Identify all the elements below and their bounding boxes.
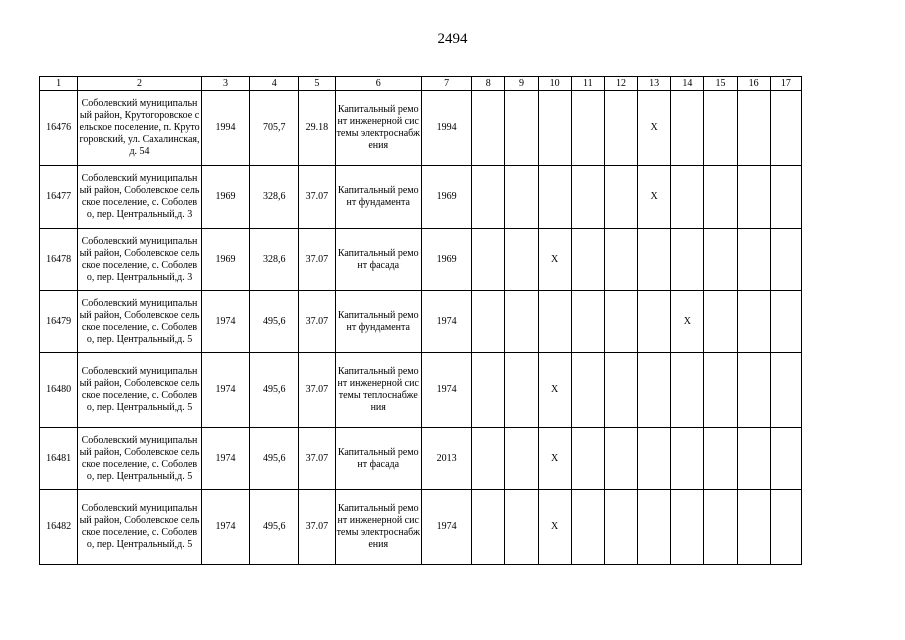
column-number: 6 bbox=[335, 77, 421, 91]
mark-cell bbox=[671, 166, 704, 229]
mark-cell bbox=[472, 490, 505, 565]
mark-cell bbox=[671, 229, 704, 291]
column-number: 12 bbox=[604, 77, 637, 91]
mark-cell bbox=[638, 229, 671, 291]
mark-cell bbox=[638, 291, 671, 353]
mark-cell bbox=[704, 353, 737, 428]
mark-cell bbox=[704, 490, 737, 565]
area-value: 495,6 bbox=[250, 490, 299, 565]
mark-cell bbox=[770, 353, 801, 428]
year-value: 1969 bbox=[421, 166, 471, 229]
table-row bbox=[40, 490, 802, 565]
wear-value: 29.18 bbox=[299, 91, 335, 166]
table-row bbox=[40, 91, 802, 166]
column-number: 1 bbox=[40, 77, 78, 91]
mark-cell bbox=[604, 166, 637, 229]
mark-cell bbox=[472, 91, 505, 166]
construction-year: 1974 bbox=[201, 428, 249, 490]
mark-cell bbox=[571, 291, 604, 353]
mark-cell bbox=[704, 229, 737, 291]
mark-cell bbox=[571, 490, 604, 565]
mark-cell bbox=[505, 353, 538, 428]
mark-cell bbox=[671, 490, 704, 565]
mark-cell bbox=[571, 166, 604, 229]
construction-year: 1969 bbox=[201, 166, 249, 229]
mark-cell bbox=[538, 166, 571, 229]
mark-cell: X bbox=[538, 229, 571, 291]
column-number: 14 bbox=[671, 77, 704, 91]
address-cell: Соболевский муниципальный район, Соболевское сельское поселение, с. Соболево, пер. Центральный,д. 5 bbox=[78, 428, 202, 490]
mark-cell bbox=[571, 229, 604, 291]
construction-year: 1974 bbox=[201, 490, 249, 565]
mark-cell bbox=[538, 91, 571, 166]
mark-cell bbox=[671, 91, 704, 166]
address-cell: Соболевский муниципальный район, Соболевское сельское поселение, с. Соболево, пер. Центральный,д. 5 bbox=[78, 353, 202, 428]
mark-cell bbox=[604, 353, 637, 428]
table-row bbox=[40, 428, 802, 490]
mark-cell bbox=[472, 291, 505, 353]
mark-cell bbox=[671, 353, 704, 428]
mark-cell bbox=[604, 428, 637, 490]
mark-cell bbox=[770, 166, 801, 229]
construction-year: 1974 bbox=[201, 291, 249, 353]
row-id: 16482 bbox=[40, 490, 78, 565]
construction-year: 1969 bbox=[201, 229, 249, 291]
work-type: Капитальный ремонт фасада bbox=[335, 428, 421, 490]
mark-cell bbox=[505, 229, 538, 291]
mark-cell: X bbox=[538, 353, 571, 428]
mark-cell bbox=[472, 353, 505, 428]
registry-table bbox=[39, 76, 802, 565]
column-number-row bbox=[40, 77, 802, 91]
column-number: 9 bbox=[505, 77, 538, 91]
column-number: 8 bbox=[472, 77, 505, 91]
mark-cell: X bbox=[538, 490, 571, 565]
wear-value: 37.07 bbox=[299, 353, 335, 428]
column-number: 15 bbox=[704, 77, 737, 91]
column-number: 3 bbox=[201, 77, 249, 91]
area-value: 495,6 bbox=[250, 291, 299, 353]
area-value: 328,6 bbox=[250, 166, 299, 229]
work-type: Капитальный ремонт инженерной системы теплоснабжения bbox=[335, 353, 421, 428]
table-row bbox=[40, 291, 802, 353]
work-type: Капитальный ремонт инженерной системы электроснабжения bbox=[335, 490, 421, 565]
area-value: 495,6 bbox=[250, 428, 299, 490]
mark-cell bbox=[737, 91, 770, 166]
year-value: 1974 bbox=[421, 291, 471, 353]
year-value: 1974 bbox=[421, 353, 471, 428]
mark-cell bbox=[472, 428, 505, 490]
row-id: 16478 bbox=[40, 229, 78, 291]
mark-cell bbox=[737, 291, 770, 353]
column-number: 4 bbox=[250, 77, 299, 91]
row-id: 16479 bbox=[40, 291, 78, 353]
row-id: 16477 bbox=[40, 166, 78, 229]
wear-value: 37.07 bbox=[299, 166, 335, 229]
mark-cell bbox=[571, 428, 604, 490]
mark-cell bbox=[737, 428, 770, 490]
mark-cell bbox=[737, 229, 770, 291]
mark-cell bbox=[770, 91, 801, 166]
mark-cell bbox=[604, 91, 637, 166]
address-cell: Соболевский муниципальный район, Соболевское сельское поселение, с. Соболево, пер. Центральный,д. 3 bbox=[78, 229, 202, 291]
wear-value: 37.07 bbox=[299, 490, 335, 565]
column-number: 11 bbox=[571, 77, 604, 91]
mark-cell bbox=[671, 428, 704, 490]
area-value: 495,6 bbox=[250, 353, 299, 428]
table-row bbox=[40, 229, 802, 291]
work-type: Капитальный ремонт инженерной системы электроснабжения bbox=[335, 91, 421, 166]
row-id: 16480 bbox=[40, 353, 78, 428]
mark-cell bbox=[505, 428, 538, 490]
address-cell: Соболевский муниципальный район, Соболевское сельское поселение, с. Соболево, пер. Центральный,д. 5 bbox=[78, 490, 202, 565]
mark-cell: X bbox=[638, 166, 671, 229]
mark-cell bbox=[604, 291, 637, 353]
column-number: 10 bbox=[538, 77, 571, 91]
column-number: 7 bbox=[421, 77, 471, 91]
wear-value: 37.07 bbox=[299, 291, 335, 353]
address-cell: Соболевский муниципальный район, Соболевское сельское поселение, с. Соболево, пер. Центральный,д. 5 bbox=[78, 291, 202, 353]
mark-cell bbox=[770, 490, 801, 565]
year-value: 1974 bbox=[421, 490, 471, 565]
year-value: 1969 bbox=[421, 229, 471, 291]
mark-cell bbox=[770, 291, 801, 353]
year-value: 2013 bbox=[421, 428, 471, 490]
table-row bbox=[40, 166, 802, 229]
mark-cell bbox=[704, 91, 737, 166]
address-cell: Соболевский муниципальный район, Крутогоровское сельское поселение, п. Крутогоровский, ул. Сахалинская,д. 54 bbox=[78, 91, 202, 166]
table-row bbox=[40, 353, 802, 428]
mark-cell bbox=[472, 166, 505, 229]
row-id: 16481 bbox=[40, 428, 78, 490]
mark-cell bbox=[638, 490, 671, 565]
mark-cell bbox=[638, 353, 671, 428]
mark-cell bbox=[770, 229, 801, 291]
address-cell: Соболевский муниципальный район, Соболевское сельское поселение, с. Соболево, пер. Центральный,д. 3 bbox=[78, 166, 202, 229]
mark-cell: X bbox=[671, 291, 704, 353]
mark-cell bbox=[704, 291, 737, 353]
mark-cell bbox=[737, 490, 770, 565]
construction-year: 1974 bbox=[201, 353, 249, 428]
mark-cell bbox=[737, 353, 770, 428]
mark-cell bbox=[571, 353, 604, 428]
mark-cell bbox=[770, 428, 801, 490]
column-number: 16 bbox=[737, 77, 770, 91]
mark-cell bbox=[505, 490, 538, 565]
year-value: 1994 bbox=[421, 91, 471, 166]
mark-cell bbox=[472, 229, 505, 291]
area-value: 328,6 bbox=[250, 229, 299, 291]
mark-cell: X bbox=[638, 91, 671, 166]
column-number: 5 bbox=[299, 77, 335, 91]
wear-value: 37.07 bbox=[299, 229, 335, 291]
mark-cell bbox=[704, 428, 737, 490]
mark-cell: X bbox=[538, 428, 571, 490]
wear-value: 37.07 bbox=[299, 428, 335, 490]
work-type: Капитальный ремонт фундамента bbox=[335, 166, 421, 229]
mark-cell bbox=[505, 166, 538, 229]
column-number: 2 bbox=[78, 77, 202, 91]
mark-cell bbox=[704, 166, 737, 229]
mark-cell bbox=[505, 91, 538, 166]
column-number: 17 bbox=[770, 77, 801, 91]
area-value: 705,7 bbox=[250, 91, 299, 166]
mark-cell bbox=[604, 229, 637, 291]
mark-cell bbox=[505, 291, 538, 353]
mark-cell bbox=[638, 428, 671, 490]
mark-cell bbox=[604, 490, 637, 565]
mark-cell bbox=[737, 166, 770, 229]
column-number: 13 bbox=[638, 77, 671, 91]
row-id: 16476 bbox=[40, 91, 78, 166]
mark-cell bbox=[538, 291, 571, 353]
mark-cell bbox=[571, 91, 604, 166]
page-number: 2494 bbox=[437, 31, 468, 47]
work-type: Капитальный ремонт фасада bbox=[335, 229, 421, 291]
work-type: Капитальный ремонт фундамента bbox=[335, 291, 421, 353]
construction-year: 1994 bbox=[201, 91, 249, 166]
